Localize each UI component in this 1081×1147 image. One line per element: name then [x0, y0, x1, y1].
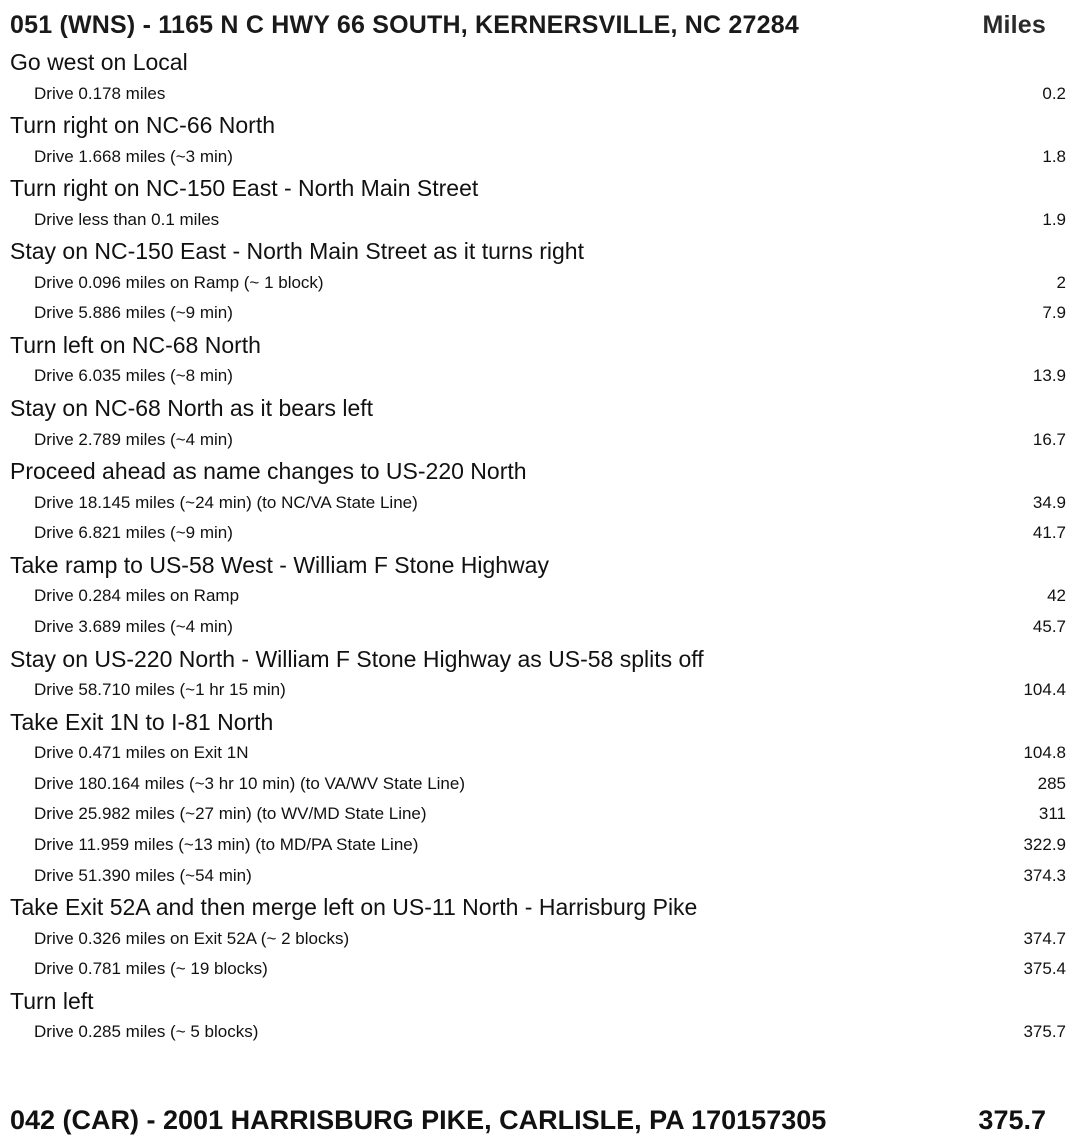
- drive-segment: [0, 924, 1081, 955]
- drive-segment: [0, 675, 1081, 706]
- drive-distance-text: Drive 11.959 miles (~13 min) (to MD/PA State Line): [34, 834, 419, 854]
- drive-distance-text: Drive 25.982 miles (~27 min) (to WV/MD State Line): [34, 804, 427, 824]
- cumulative-miles: 0.2: [1042, 83, 1066, 103]
- instruction-step: Turn left on NC-68 North: [10, 331, 261, 358]
- cumulative-miles: 104.8: [1023, 743, 1066, 763]
- origin-address: 051 (WNS) - 1165 N C HWY 66 SOUTH, KERNERSVILLE, NC 27284: [10, 10, 799, 39]
- cumulative-miles: 104.4: [1023, 680, 1066, 700]
- cumulative-miles: 322.9: [1023, 834, 1066, 854]
- drive-distance-text: Drive 6.035 miles (~8 min): [34, 366, 233, 386]
- drive-distance-text: Drive 0.178 miles: [34, 83, 166, 103]
- cumulative-miles: 7.9: [1042, 303, 1066, 323]
- drive-distance-text: Drive 0.781 miles (~ 19 blocks): [34, 959, 268, 979]
- cumulative-miles: 34.9: [1032, 492, 1066, 512]
- cumulative-miles: 375.4: [1023, 959, 1066, 979]
- drive-distance-text: Drive 1.668 miles (~3 min): [34, 146, 233, 166]
- drive-segment: [0, 205, 1081, 236]
- instruction-step: Stay on NC-68 North as it bears left: [10, 395, 374, 422]
- drive-distance-text: Drive 51.390 miles (~54 min): [34, 865, 252, 885]
- drive-segment: [0, 861, 1081, 892]
- drive-segment: [0, 268, 1081, 299]
- drive-distance-text: Drive 18.145 miles (~24 min) (to NC/VA State Line): [34, 492, 418, 512]
- drive-distance-text: Drive 58.710 miles (~1 hr 15 min): [34, 680, 286, 700]
- drive-distance-text: Drive 0.471 miles on Exit 1N: [34, 743, 249, 763]
- drive-segment: [0, 954, 1081, 985]
- cumulative-miles: 374.3: [1023, 865, 1066, 885]
- instruction-step: Take Exit 1N to I-81 North: [10, 708, 274, 735]
- drive-distance-text: Drive 2.789 miles (~4 min): [34, 429, 233, 449]
- instruction-step: Turn right on NC-66 North: [10, 112, 276, 139]
- instruction-step: Take Exit 52A and then merge left on US-11 North - Harrisburg Pike: [10, 894, 698, 921]
- drive-segment: [0, 518, 1081, 549]
- instruction-step: Stay on NC-150 East - North Main Street as it turns right: [10, 238, 584, 265]
- cumulative-miles: 2: [1056, 272, 1066, 292]
- cumulative-miles: 1.8: [1042, 146, 1066, 166]
- drive-distance-text: Drive 3.689 miles (~4 min): [34, 616, 233, 636]
- drive-distance-text: Drive 6.821 miles (~9 min): [34, 523, 233, 543]
- miles-column-heading: Miles: [982, 10, 1046, 39]
- instruction-step: Go west on Local: [10, 49, 188, 75]
- drive-distance-text: Drive 0.326 miles on Exit 52A (~ 2 blocks): [34, 928, 350, 948]
- drive-segment: [0, 425, 1081, 456]
- destination-footer: [10, 1100, 1046, 1140]
- drive-distance-text: Drive 180.164 miles (~3 hr 10 min) (to VA/WV State Line): [34, 773, 466, 793]
- instruction-step: Proceed ahead as name changes to US-220 North: [10, 458, 527, 485]
- cumulative-miles: 41.7: [1032, 523, 1066, 543]
- drive-distance-text: Drive 0.284 miles on Ramp: [34, 586, 240, 606]
- origin-header: [10, 6, 1046, 44]
- drive-segment: [0, 79, 1081, 110]
- drive-segment: [0, 1017, 1081, 1048]
- cumulative-miles: 311: [1038, 804, 1066, 824]
- instruction-step: Turn right on NC-150 East - North Main Street: [10, 175, 479, 202]
- cumulative-miles: 285: [1037, 773, 1066, 793]
- drive-segment: [0, 488, 1081, 519]
- instruction-step: Stay on US-220 North - William F Stone Highway as US-58 splits off: [10, 645, 704, 672]
- drive-segment: [0, 830, 1081, 861]
- instruction-step: Take ramp to US-58 West - William F Stone Highway: [10, 551, 549, 578]
- cumulative-miles: 374.7: [1023, 928, 1066, 948]
- drive-distance-text: Drive less than 0.1 miles: [34, 209, 220, 229]
- drive-segment: [0, 799, 1081, 830]
- drive-segment: [0, 612, 1081, 643]
- drive-segment: [0, 738, 1081, 769]
- cumulative-miles: 42: [1047, 586, 1066, 606]
- cumulative-miles: 1.9: [1042, 209, 1066, 229]
- drive-distance-text: Drive 5.886 miles (~9 min): [34, 303, 233, 323]
- cumulative-miles: 13.9: [1032, 366, 1066, 386]
- drive-segment: [0, 769, 1081, 800]
- drive-distance-text: Drive 0.096 miles on Ramp (~ 1 block): [34, 272, 324, 292]
- cumulative-miles: 45.7: [1032, 616, 1066, 636]
- directions-list: [0, 46, 1081, 1048]
- total-miles: 375.7: [978, 1104, 1046, 1135]
- cumulative-miles: 16.7: [1032, 429, 1066, 449]
- instruction-step: Turn left: [10, 987, 94, 1014]
- destination-address: 042 (CAR) - 2001 HARRISBURG PIKE, CARLISLE, PA 170157305: [10, 1104, 827, 1135]
- drive-segment: [0, 581, 1081, 612]
- drive-segment: [0, 142, 1081, 173]
- drive-distance-text: Drive 0.285 miles (~ 5 blocks): [34, 1022, 259, 1042]
- drive-segment: [0, 361, 1081, 392]
- drive-segment: [0, 298, 1081, 329]
- cumulative-miles: 375.7: [1023, 1022, 1066, 1042]
